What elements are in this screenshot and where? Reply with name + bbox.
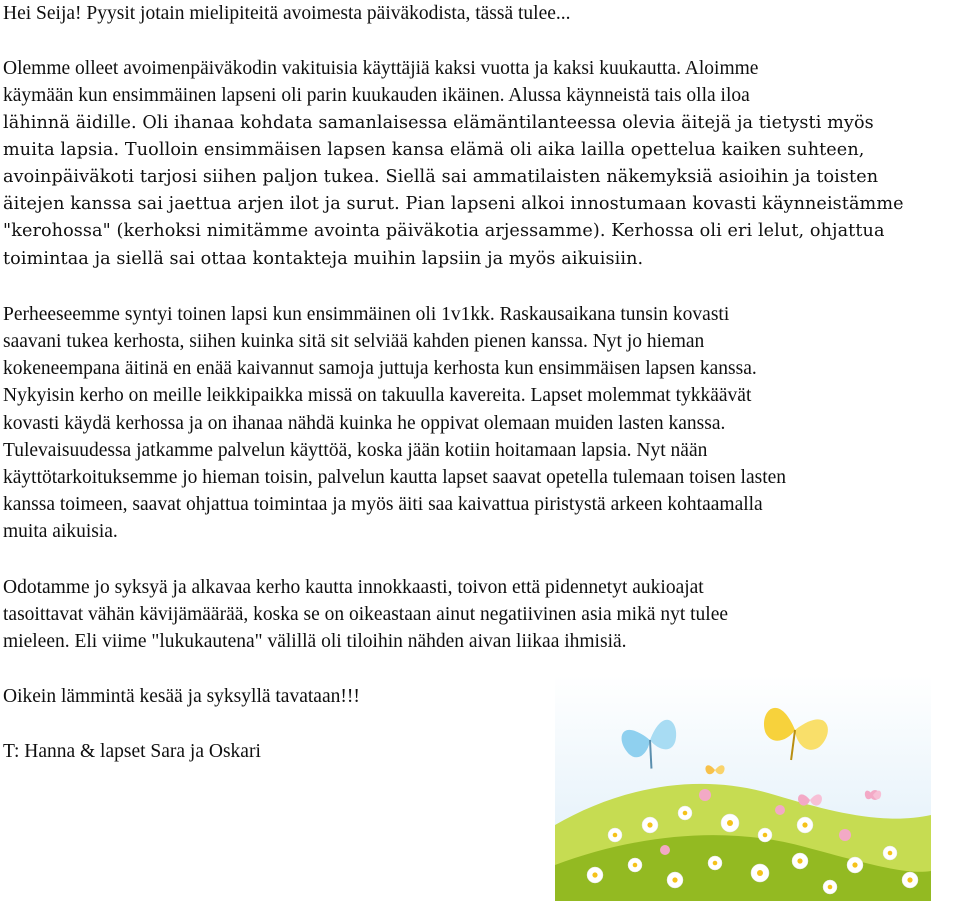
text-line: toimintaa ja siellä sai ottaa kontakteja muihin lapsiin ja myös aikuisiin.: [3, 248, 644, 269]
text-line: äitejen kanssa sai jaettua arjen ilot ja surut. Pian lapseni alkoi innostumaan kovasti käynneistämme: [3, 194, 904, 215]
text-line: kokeneempana äitinä en enää kaivannut samoja juttuja kerhosta kun ensimmäisen lapsen kanssa.: [3, 358, 757, 380]
text-line: käyttötarkoituksemme jo hieman toisin, palvelun kautta lapset saavat opetella tulemaan toisen lasten: [3, 467, 787, 489]
paragraph-1: [3, 55, 955, 273]
spring-meadow-illustration: [555, 675, 931, 901]
letter: [3, 0, 955, 766]
text-line: Nykyisin kerho on meille leikkipaikka missä on takuulla kavereita. Lapset molemmat tykkäävät: [3, 385, 752, 407]
spring-meadow-butterflies-icon: [555, 675, 931, 901]
text-line: Perheeseemme syntyi toinen lapsi kun ensimmäinen oli 1v1kk. Raskausaikana tunsin kovasti: [3, 303, 730, 325]
text-line: lähinnä äidille. Oli ihanaa kohdata samanlaisessa elämäntilanteessa olevia äitejä ja tietysti myös: [3, 112, 874, 133]
signature-line: T: Hanna & lapset Sara ja Oskari: [3, 741, 261, 763]
text-line: Odotamme jo syksyä ja alkavaa kerho kautta innokkaasti, toivon että pidennetyt aukioajat: [3, 576, 704, 598]
greeting: [3, 0, 955, 27]
text-line: muita lapsia. Tuolloin ensimmäisen lapsen kansa elämä oli aika lailla opettelua kaiken suhteen,: [3, 139, 865, 160]
text-line: "kerohossa" (kerhoksi nimitämme avointa päiväkotia arjessamme). Kerhossa oli eri lelut, ohjattua: [3, 221, 885, 242]
closing-line: Oikein lämmintä kesää ja syksyllä tavataan!!!: [3, 686, 360, 708]
text-line: muita aikuisia.: [3, 521, 118, 543]
text-line: käymään kun ensimmäinen lapseni oli parin kuukauden ikäinen. Alussa käynneistä tais olla iloa: [3, 85, 750, 107]
text-line: kovasti käydä kerhossa ja on ihanaa nähdä kuinka he oppivat olemaan muiden lasten kanssa.: [3, 412, 726, 434]
greeting-line: Hei Seija! Pyysit jotain mielipiteitä avoimesta päiväkodista, tässä tulee...: [3, 3, 571, 24]
text-line: tasoittavat vähän kävijämäärää, koska se on oikeastaan ainut negatiivinen asia mikä nyt tulee: [3, 603, 729, 625]
text-line: Olemme olleet avoimenpäiväkodin vakituisia käyttäjiä kaksi vuotta ja kaksi kuukautta. Aloimme: [3, 58, 759, 80]
paragraph-3: [3, 574, 955, 656]
text-line: Tulevaisuudessa jatkamme palvelun käyttöä, koska jään kotiin hoitamaan lapsia. Nyt nään: [3, 439, 708, 461]
text-line: avoinpäiväkoti tarjosi siihen paljon tukea. Siellä sai ammatilaisten näkemyksiä asioihin ja toisten: [3, 167, 879, 188]
text-line: kanssa toimeen, saavat ohjattua toimintaa ja myös äiti saa kaivattua piristystä arkeen kohtaamalla: [3, 494, 763, 516]
paragraph-2: [3, 301, 955, 546]
text-line: saavani tukea kerhosta, siihen kuinka sitä sit selviää kahden pienen kanssa. Nyt jo hieman: [3, 331, 705, 353]
text-line: mieleen. Eli viime "lukukautena" välillä oli tiloihin nähden aivan liikaa ihmisiä.: [3, 631, 627, 653]
